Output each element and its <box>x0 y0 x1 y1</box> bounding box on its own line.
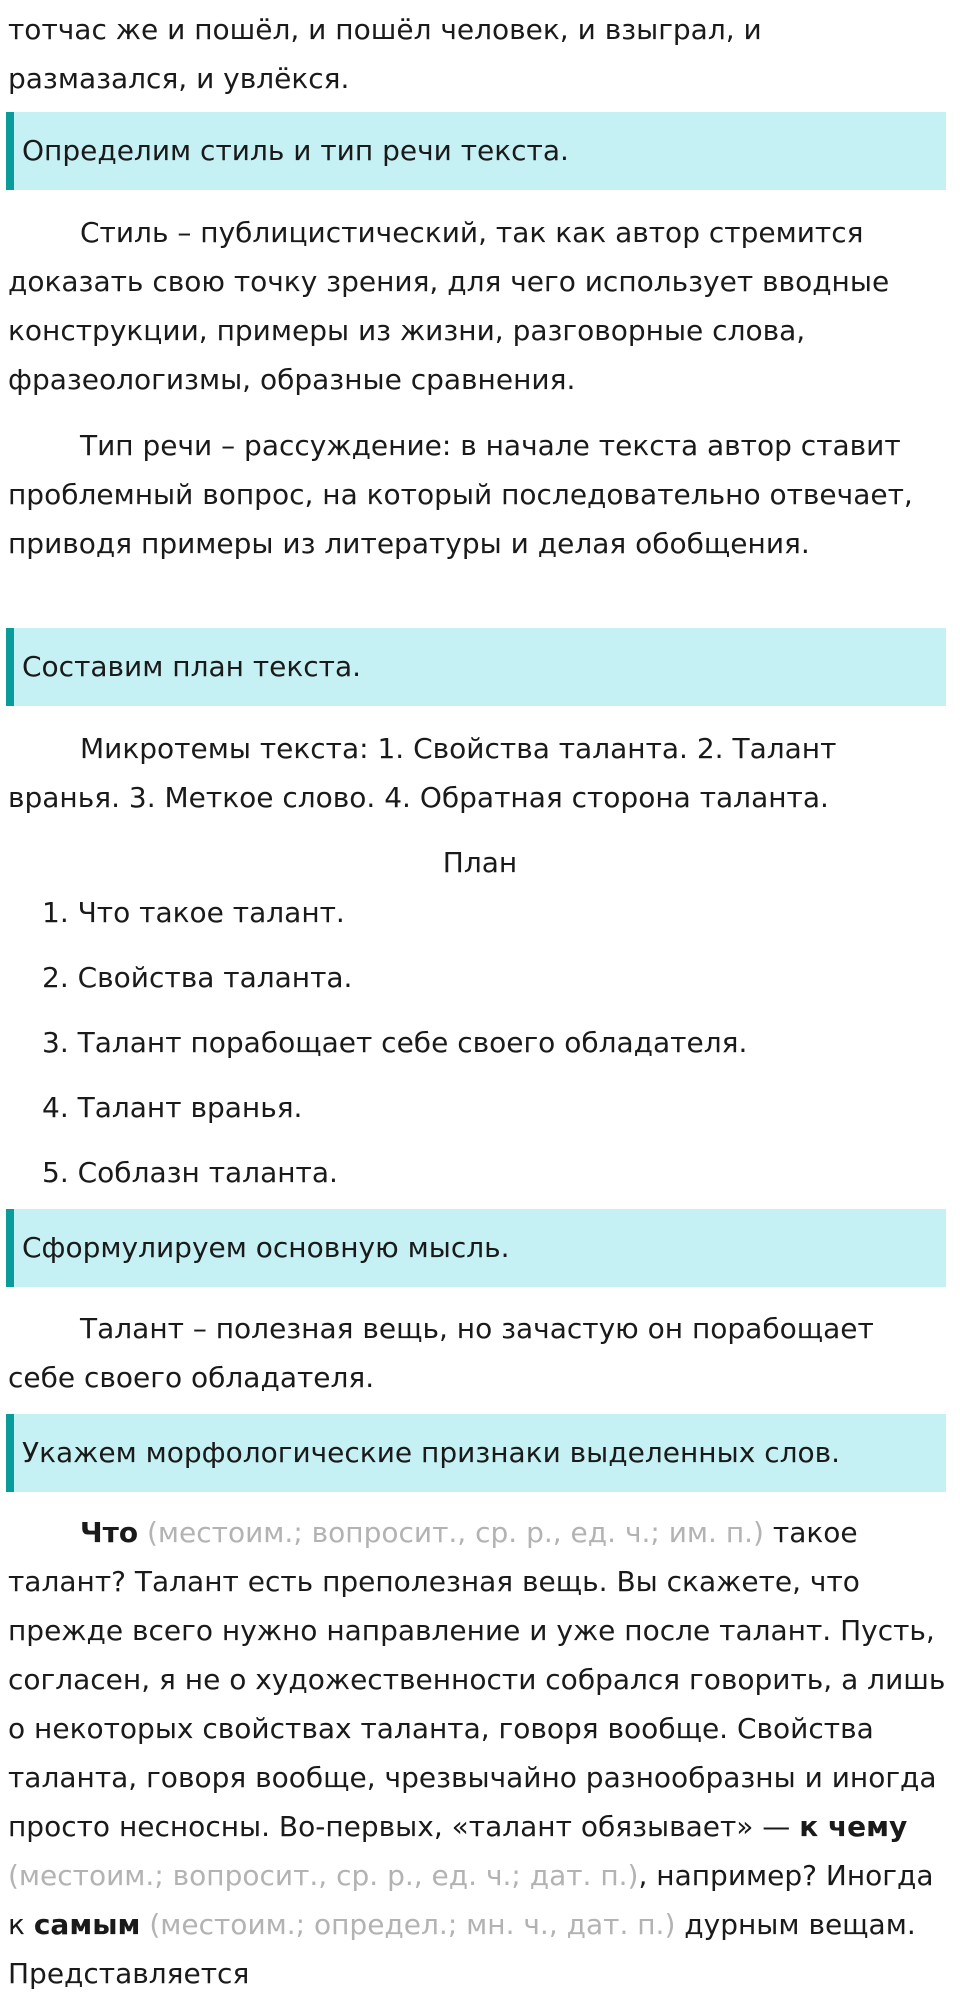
text-fragment: такое талант? Талант есть преполезная вещь. Вы скажете, что прежде всего нужно направление и уже после талант. Пусть, согласен, я не о художественности собрался говорить, а лишь о некоторых свойствах таланта, говоря вообще. Свойства таланта, говоря вообще, чрезвычайно разнообразны и иногда просто несносны. Во-первых, «талант обязывает» — <box>8 1516 946 1843</box>
intro-line-1: тотчас же и пошёл, и пошёл человек, и взыграл, и <box>8 13 762 46</box>
plan-item: 3. Талант порабощает себе своего обладателя. <box>42 1026 748 1059</box>
section-heading-plan <box>6 628 946 706</box>
morph-annotation: (местоим.; вопросит., ср. р., ед. ч.; дат. п.) <box>8 1859 639 1892</box>
section-heading-main-idea <box>6 1209 946 1287</box>
morph-annotation: (местоим.; определ.; мн. ч., дат. п.) <box>149 1908 676 1941</box>
style-paragraph: Стиль – публицистический, так как автор стремится доказать свою точку зрения, для чего использует вводные конструкции, примеры из жизни, разговорные слова, фразеологизмы, образные сравнения. <box>8 216 890 396</box>
plan-title: План <box>442 846 518 879</box>
highlighted-word: Что <box>80 1516 139 1549</box>
plan-item: 4. Талант вранья. <box>42 1091 303 1124</box>
section-heading-main-idea-text: Сформулируем основную мысль. <box>22 1231 510 1264</box>
morphology-paragraph <box>8 1508 948 1998</box>
highlighted-word: самым <box>33 1908 141 1941</box>
morph-annotation: (местоим.; вопросит., ср. р., ед. ч.; им. п.) <box>147 1516 764 1549</box>
speech-type-paragraph: Тип речи – рассуждение: в начале текста автор ставит проблемный вопрос, на который последовательно отвечает, приводя примеры из литературы и делая обобщения. <box>8 429 913 560</box>
plan-item: 5. Соблазн таланта. <box>42 1156 338 1189</box>
text-fragment: , например? Иногда к <box>8 1859 934 1941</box>
section-heading-morphology <box>6 1414 946 1492</box>
section-heading-morphology-text: Укажем морфологические признаки выделенных слов. <box>22 1436 841 1469</box>
section-heading-style-text: Определим стиль и тип речи текста. <box>22 134 569 167</box>
main-idea-paragraph: Талант – полезная вещь, но зачастую он порабощает себе своего обладателя. <box>8 1312 874 1394</box>
plan-item: 2. Свойства таланта. <box>42 961 353 994</box>
section-heading-style <box>6 112 946 190</box>
microthemes-paragraph: Микротемы текста: 1. Свойства таланта. 2. Талант вранья. 3. Меткое слово. 4. Обратная сторона таланта. <box>8 732 837 814</box>
text-fragment: дурным вещам. Представляется <box>8 1908 916 1990</box>
plan-item: 1. Что такое талант. <box>42 896 345 929</box>
section-heading-plan-text: Составим план текста. <box>22 650 362 683</box>
intro-line-2: размазался, и увлёкся. <box>8 62 350 95</box>
intro-paragraph <box>8 5 948 103</box>
highlighted-word: к чему <box>799 1810 908 1843</box>
